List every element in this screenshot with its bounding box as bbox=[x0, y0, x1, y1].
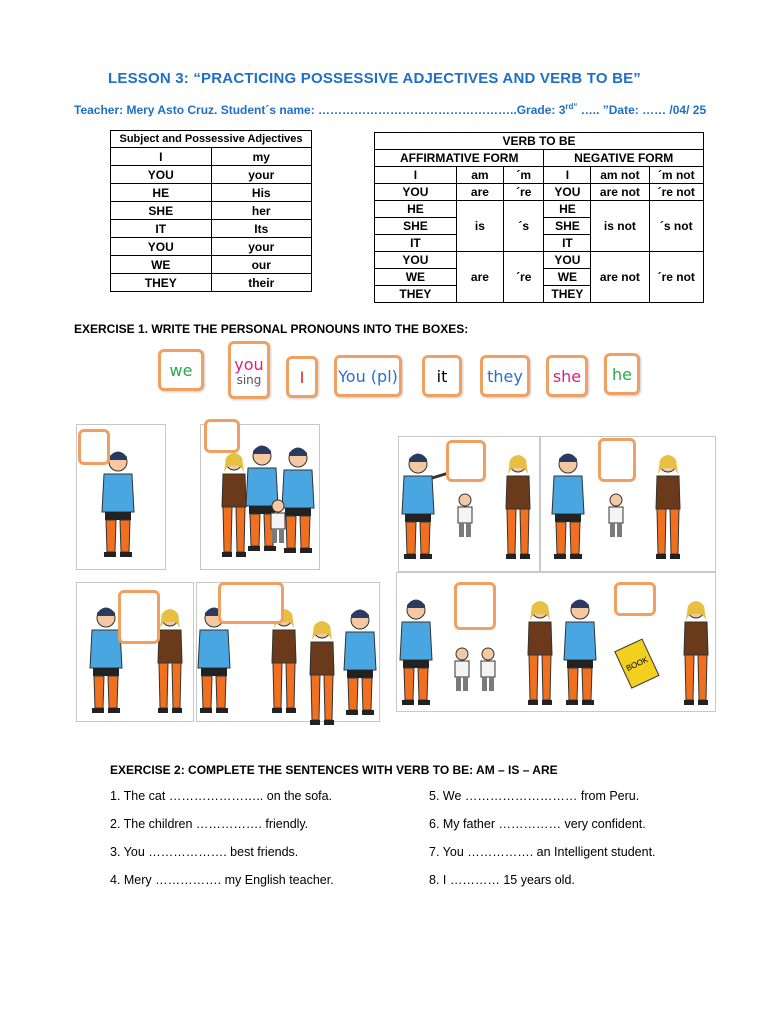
teacher-line-text: Teacher: Mery Asto Cruz. Student´s name: …………………………………………..Grade: 3 bbox=[74, 103, 566, 117]
subject-cell: YOU bbox=[111, 238, 212, 256]
sentence-6: 6. My father …………… very confident. bbox=[429, 817, 646, 831]
word-text: they bbox=[487, 366, 523, 386]
sentence-7: 7. You ……………. an Intelligent student. bbox=[429, 845, 656, 859]
subject-cell: SHE bbox=[111, 202, 212, 220]
cell: IT bbox=[544, 235, 591, 252]
answer-box-4[interactable] bbox=[598, 438, 636, 482]
subject-cell: WE bbox=[111, 256, 212, 274]
cell: I bbox=[375, 167, 457, 184]
possessive-cell: your bbox=[211, 238, 312, 256]
exercise-1-title: EXERCISE 1. WRITE THE PERSONAL PRONOUNS INTO THE BOXES: bbox=[74, 322, 469, 336]
possessive-table-header: Subject and Possessive Adjectives bbox=[111, 131, 312, 148]
cell: YOU bbox=[544, 184, 591, 201]
cell: SHE bbox=[375, 218, 457, 235]
possessive-cell: His bbox=[211, 184, 312, 202]
possessive-cell: my bbox=[211, 148, 312, 166]
cell: are bbox=[456, 184, 503, 201]
verb-table-title: VERB TO BE bbox=[375, 133, 704, 150]
cell: am bbox=[456, 167, 503, 184]
cell: is not bbox=[591, 201, 649, 252]
sentence-5: 5. We ……………………… from Peru. bbox=[429, 789, 640, 803]
subject-cell: THEY bbox=[111, 274, 212, 292]
cell: am not bbox=[591, 167, 649, 184]
cell: ´re not bbox=[649, 184, 703, 201]
cell: ´s not bbox=[649, 201, 703, 252]
answer-box-5[interactable] bbox=[118, 590, 160, 644]
answer-box-6[interactable] bbox=[218, 582, 284, 624]
cell: IT bbox=[375, 235, 457, 252]
cell: I bbox=[544, 167, 591, 184]
grade-superscript: rd“ bbox=[565, 102, 578, 111]
affirmative-header: AFFIRMATIVE FORM bbox=[375, 150, 544, 167]
possessive-cell: her bbox=[211, 202, 312, 220]
answer-box-2[interactable] bbox=[204, 419, 240, 453]
cell: YOU bbox=[375, 252, 457, 269]
word-subtext: sing bbox=[236, 372, 262, 387]
subject-cell: I bbox=[111, 148, 212, 166]
possessive-cell: their bbox=[211, 274, 312, 292]
word-text: she bbox=[552, 366, 582, 386]
cell: are not bbox=[591, 184, 649, 201]
cell: are bbox=[456, 252, 503, 303]
book-label: BOOK bbox=[624, 655, 650, 673]
word-text: you bbox=[234, 354, 264, 374]
subject-cell: HE bbox=[111, 184, 212, 202]
word-text: it bbox=[436, 366, 448, 386]
cell: WE bbox=[544, 269, 591, 286]
word-text: You (pl) bbox=[338, 366, 398, 386]
exercise-2-title: EXERCISE 2: COMPLETE THE SENTENCES WITH VERB TO BE: AM – IS – ARE bbox=[110, 763, 558, 777]
cell: HE bbox=[544, 201, 591, 218]
subject-cell: YOU bbox=[111, 166, 212, 184]
cell: THEY bbox=[544, 286, 591, 303]
sentence-1: 1. The cat ………………….. on the sofa. bbox=[110, 789, 333, 803]
answer-box-3[interactable] bbox=[446, 440, 486, 482]
possessive-cell: our bbox=[211, 256, 312, 274]
cell: ´re bbox=[503, 184, 544, 201]
answer-box-8[interactable] bbox=[614, 582, 656, 616]
cell: WE bbox=[375, 269, 457, 286]
cell: THEY bbox=[375, 286, 457, 303]
sentence-3: 3. You ………………. best friends. bbox=[110, 845, 299, 859]
subject-cell: IT bbox=[111, 220, 212, 238]
cell: HE bbox=[375, 201, 457, 218]
cell: SHE bbox=[544, 218, 591, 235]
cell: YOU bbox=[375, 184, 457, 201]
negative-header: NEGATIVE FORM bbox=[544, 150, 704, 167]
possessive-cell: your bbox=[211, 166, 312, 184]
cell: is bbox=[456, 201, 503, 252]
sentence-8: 8. I ………… 15 years old. bbox=[429, 873, 575, 887]
word-text: we bbox=[169, 360, 193, 380]
lesson-title: LESSON 3: “PRACTICING POSSESSIVE ADJECTIVES AND VERB TO BE” bbox=[108, 70, 642, 87]
word-text: I bbox=[299, 367, 305, 387]
answer-box-1[interactable] bbox=[78, 429, 110, 465]
answer-box-7[interactable] bbox=[454, 582, 496, 630]
possessive-cell: Its bbox=[211, 220, 312, 238]
cell: ´m not bbox=[649, 167, 703, 184]
date-text: ….. ”Date: …… /04/ 25 bbox=[577, 103, 707, 117]
word-text: he bbox=[612, 364, 632, 384]
cell: are not bbox=[591, 252, 649, 303]
cell: ´s bbox=[503, 201, 544, 252]
cell: YOU bbox=[544, 252, 591, 269]
sentence-4: 4. Mery ……………. my English teacher. bbox=[110, 873, 334, 887]
cell: ´re bbox=[503, 252, 544, 303]
cell: ´m bbox=[503, 167, 544, 184]
cell: ´re not bbox=[649, 252, 703, 303]
sentence-2: 2. The children ……………. friendly. bbox=[110, 817, 309, 831]
